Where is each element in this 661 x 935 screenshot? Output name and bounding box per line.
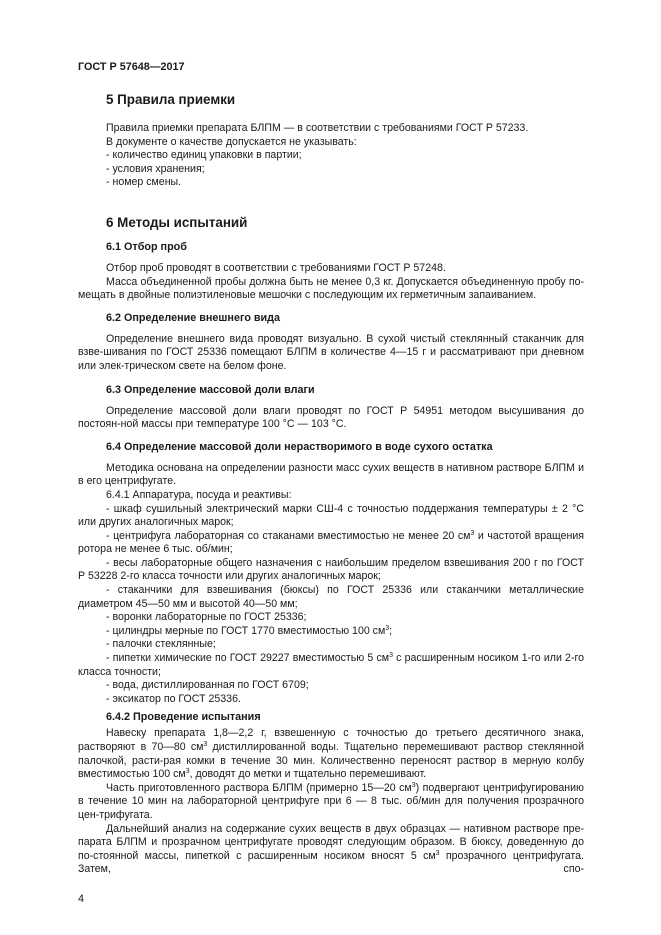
equipment-item: - воронки лабораторные по ГОСТ 25336; <box>106 611 307 624</box>
procedure-paragraph: Навеску препарата 1,8—2,2 г, взвешенную с точностью до третьего десятичного знака, растворяют в 70—80 $см^3$ дистиллированной воды. Тщательно перемешивают раствор стеклянной палочкой, расти-рая комки в течение 30 мин. Количественно переносят раствор в мерную колбу вместимостью 100 $см^3$, доводят до метки и тщательно перемешивают. <box>78 727 584 781</box>
section-6-title: 6 Методы испытаний <box>106 214 248 230</box>
subsection-6-2-title: 6.2 Определение внешнего вида <box>106 311 281 324</box>
sec641-heading: 6.4.1 Аппаратура, посуда и реактивы: <box>106 488 292 501</box>
equipment-item: - центрифуга лабораторная со стаканами вместимостью не менее 20 $см^3$ и частотой вращения ротора не менее 6 тыс. об/мин; <box>78 529 585 556</box>
equipment-item: - пипетки химические по ГОСТ 29227 вместимостью 5 $см^3$ с расширенным носиком 1-го или 2-го класса точности; <box>78 652 584 678</box>
list-item: - номер смены. <box>106 176 182 189</box>
equipment-item: - палочки стеклянные; <box>106 638 216 651</box>
subsection-6-4-2-title: 6.4.2 Проведение испытания <box>106 711 261 724</box>
document-header: ГОСТ Р 57648—2017 <box>78 61 185 73</box>
equipment-item: - эксикатор по ГОСТ 25336. <box>106 692 241 705</box>
sec61-paragraph: Отбор проб проводят в соответствии с требованиями ГОСТ Р 57248. <box>106 261 446 274</box>
subsection-6-3-title: 6.3 Определение массовой доли влаги <box>106 383 315 396</box>
sec5-paragraph: В документе о качестве допускается не указывать: <box>106 135 357 148</box>
equipment-item: - цилиндры мерные по ГОСТ 1770 вместимостью 100 $см^3$; <box>106 624 393 637</box>
list-item: - условия хранения; <box>106 162 205 175</box>
procedure-paragraph: Дальнейший анализ на содержание сухих веществ в двух образцах — нативном растворе пре-парата БЛПМ и прозрачном центрифугате проводят следующим образом. В бюксу, доведенную до по-стоянной массы, пипеткой с расширенным носиком вносят 5 $см^3$ прозрачного центрифугата. Затем, спо- <box>78 822 584 876</box>
subsection-6-4-title: 6.4 Определение массовой доли нерастворимого в воде сухого остатка <box>106 440 493 453</box>
equipment-item: - вода, дистиллированная по ГОСТ 6709; <box>106 679 309 692</box>
page-number: 4 <box>78 893 85 905</box>
list-item: - количество единиц упаковки в партии; <box>106 149 302 162</box>
sec5-paragraph: Правила приемки препарата БЛПМ — в соответствии с требованиями ГОСТ Р 57233. <box>106 122 529 134</box>
section-5-title: 5 Правила приемки <box>106 92 236 107</box>
equipment-item: - стаканчики для взвешивания (бюксы) по ГОСТ 25336 или стаканчики металлические диаметром 45—50 мм и высотой 40—50 мм; <box>78 584 584 610</box>
sec63-paragraph: Определение массовой доли влаги проводят по ГОСТ Р 54951 методом высушивания до постоян-ной массы при температуре 100 °С — 103 °С. <box>78 404 584 431</box>
sec64-paragraph: Методика основана на определении разности масс сухих веществ в нативном растворе БЛПМ и в его центрифугате. <box>78 461 584 488</box>
sec61-paragraph: Масса объединенной пробы должна быть не менее 0,3 кг. Допускается объединенную пробу по-мещать в двойные полиэтиленовые мешочки с последующим их герметичным запаиванием. <box>78 275 584 302</box>
subsection-6-1-title: 6.1 Отбор проб <box>106 240 187 253</box>
equipment-item: - весы лабораторные общего назначения с наибольшим пределом взвешивания 200 г по ГОСТ Р 53228 2-го класса точности или других аналогичных марок; <box>78 556 584 583</box>
procedure-paragraph: Часть приготовленного раствора БЛПМ (примерно 15—20 $см^3$) подвергают центрифугированию в течение 10 мин на лабораторной центрифуге при 6 — 8 тыс. об/мин для получения прозрачного цен-трифугата. <box>78 781 585 821</box>
sec62-paragraph: Определение внешнего вида проводят визуально. В сухой чистый стеклянный стаканчик для взве-шивания по ГОСТ 25336 помещают БЛПМ в количестве 4—15 г и рассматривают при дневном или элек-трическом свете на белом фоне. <box>78 332 584 372</box>
equipment-item: - шкаф сушильный электрический марки СШ-4 с точностью поддержания температуры ± 2 °С или других аналогичных марок; <box>78 502 584 529</box>
page-content <box>78 92 584 877</box>
